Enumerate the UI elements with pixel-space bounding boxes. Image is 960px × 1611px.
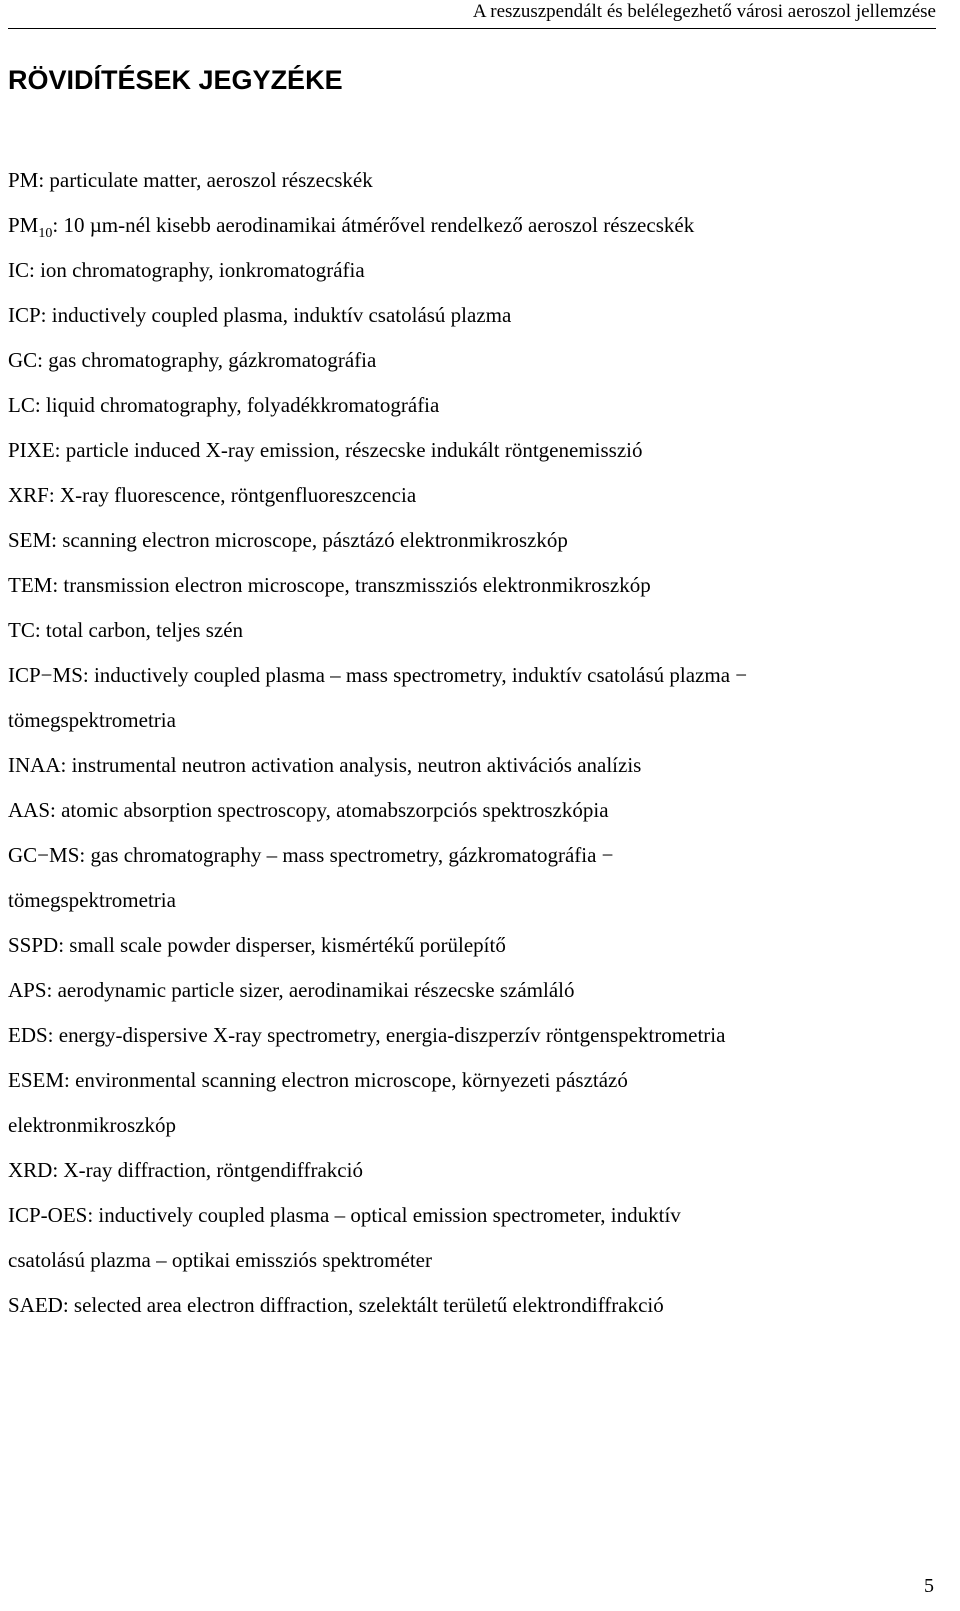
abbreviation-line: PM: particulate matter, aeroszol részecskék xyxy=(8,168,373,192)
abbreviation-line: tömegspektrometria xyxy=(8,708,176,732)
abbreviation-line: ICP: inductively coupled plasma, induktív csatolású plazma xyxy=(8,303,512,327)
abbreviation-line: PIXE: particle induced X-ray emission, részecske indukált röntgenemisszió xyxy=(8,438,643,462)
abbreviation-line: ICP−MS: inductively coupled plasma – mass spectrometry, induktív csatolású plazma − xyxy=(8,663,748,687)
abbreviation-line: INAA: instrumental neutron activation analysis, neutron aktivációs analízis xyxy=(8,753,642,777)
abbreviation-line: tömegspektrometria xyxy=(8,888,176,912)
abbreviation-line: TEM: transmission electron microscope, transzmissziós elektronmikroszkóp xyxy=(8,573,651,597)
abbreviation-list xyxy=(8,158,938,1328)
abbreviation-line: GC: gas chromatography, gázkromatográfia xyxy=(8,348,377,372)
abbreviation-line xyxy=(8,203,938,248)
header-divider xyxy=(8,28,936,29)
page-number: 5 xyxy=(924,1575,934,1597)
abbreviation-line: SEM: scanning electron microscope, pásztázó elektronmikroszkóp xyxy=(8,528,568,552)
abbreviation-line: SAED: selected area electron diffraction, szelektált területű elektrondiffrakció xyxy=(8,1293,664,1317)
abbreviation-line: elektronmikroszkóp xyxy=(8,1113,176,1137)
abbreviation-line: ESEM: environmental scanning electron microscope, környezeti pásztázó xyxy=(8,1068,628,1092)
abbreviation-line: LC: liquid chromatography, folyadékkromatográfia xyxy=(8,393,440,417)
abbreviation-line: GC−MS: gas chromatography – mass spectrometry, gázkromatográfia − xyxy=(8,843,614,867)
abbreviation-line: XRD: X-ray diffraction, röntgendiffrakció xyxy=(8,1158,363,1182)
abbreviation-line: APS: aerodynamic particle sizer, aerodinamikai részecske számláló xyxy=(8,978,575,1002)
section-title: RÖVIDÍTÉSEK JEGYZÉKE xyxy=(8,65,343,95)
abbreviation-text: : 10 µm-nél kisebb aerodinamikai átmérővel rendelkező aeroszol részecskék xyxy=(52,213,695,237)
running-header: A reszuszpendált és belélegezhető városi aeroszol jellemzése xyxy=(472,1,936,22)
abbreviation-line: SSPD: small scale powder disperser, kismértékű porülepítő xyxy=(8,933,506,957)
abbreviation-line: IC: ion chromatography, ionkromatográfia xyxy=(8,258,365,282)
abbreviation-line: AAS: atomic absorption spectroscopy, atomabszorpciós spektroszkópia xyxy=(8,798,609,822)
abbreviation-prefix: PM xyxy=(8,213,39,237)
abbreviation-line: csatolású plazma – optikai emissziós spektrométer xyxy=(8,1248,432,1272)
abbreviation-line: TC: total carbon, teljes szén xyxy=(8,618,244,642)
abbreviation-subscript: 10 xyxy=(38,226,53,242)
abbreviation-line: ICP-OES: inductively coupled plasma – optical emission spectrometer, induktív xyxy=(8,1203,681,1227)
abbreviation-line: EDS: energy-dispersive X-ray spectrometry, energia-diszperzív röntgenspektrometria xyxy=(8,1023,726,1047)
abbreviation-line: XRF: X-ray fluorescence, röntgenfluoreszcencia xyxy=(8,483,417,507)
